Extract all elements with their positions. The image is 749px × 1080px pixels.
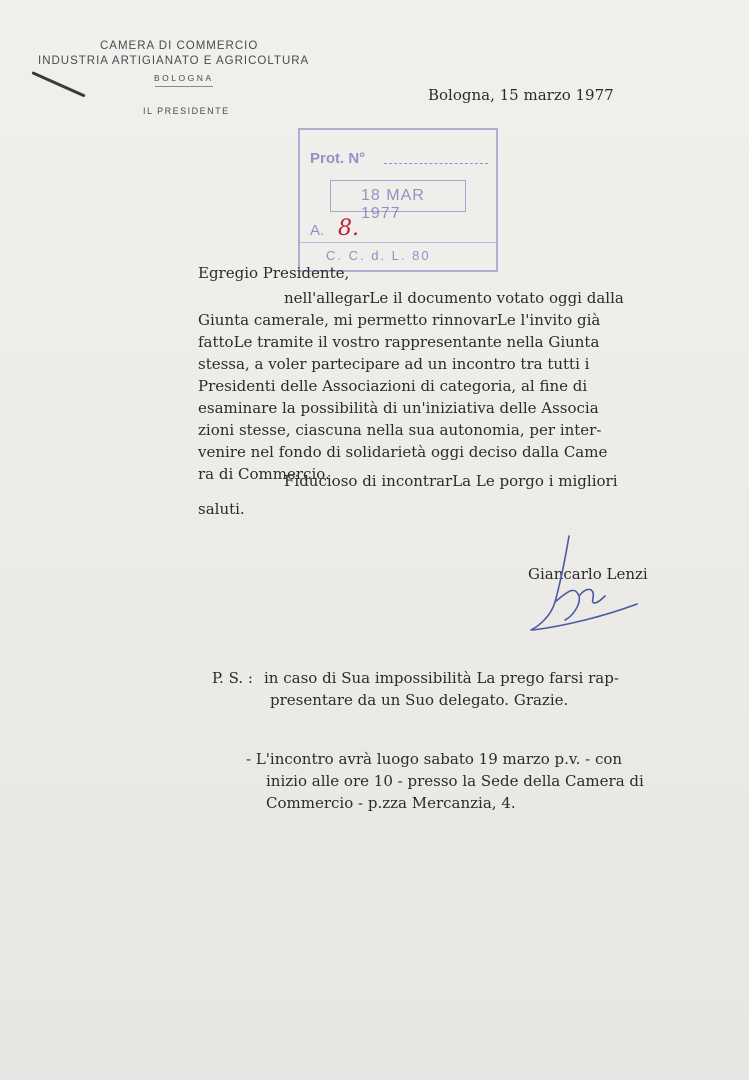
body-line: fattoLe tramite il vostro rappresentante nella Giunta	[198, 333, 600, 351]
note-line: inizio alle ore 10 - presso la Sede della Camera di	[266, 772, 644, 790]
stamp-prot-line	[384, 163, 488, 164]
signature-name: Giancarlo Lenzi	[528, 565, 648, 583]
body-line: esaminare la possibilità di un'iniziativa delle Associa	[198, 399, 599, 417]
letter-date: Bologna, 15 marzo 1977	[428, 86, 614, 104]
stamp-divider	[300, 242, 496, 243]
stamp-a-label: A.	[310, 222, 325, 239]
closing-line: saluti.	[198, 500, 245, 518]
stamp-prot-label: Prot. N°	[310, 150, 366, 167]
body-line: venire nel fondo di solidarietà oggi deciso dalla Came	[198, 443, 608, 461]
postscript	[212, 667, 619, 711]
letterhead	[0, 0, 400, 130]
protocol-stamp	[298, 128, 498, 272]
ps-label: P. S. :	[212, 669, 253, 687]
body-line: nell'allegarLe il documento votato oggi dalla	[284, 289, 624, 307]
stamp-handwritten-number: 8.	[338, 216, 359, 241]
letterhead-line-2: INDUSTRIA ARTIGIANATO E AGRICOLTURA	[38, 55, 310, 67]
note-line: Commercio - p.zza Mercanzia, 4.	[266, 794, 516, 812]
stamp-bottom-text: C. C. d. L. 80	[326, 248, 431, 263]
note-line: - L'incontro avrà luogo sabato 19 marzo p.v. - con	[246, 750, 623, 768]
body-paragraph	[198, 287, 698, 485]
body-line: Presidenti delle Associazioni di categoria, al fine di	[198, 377, 588, 395]
stamp-date-box	[330, 180, 466, 222]
letterhead-city: BOLOGNA	[154, 73, 214, 83]
letterhead-role: IL PRESIDENTE	[143, 106, 230, 116]
body-line: stessa, a voler partecipare ad un incontro tra tutti i	[198, 355, 590, 373]
letterhead-rule	[155, 86, 213, 87]
ps-line: presentare da un Suo delegato. Grazie.	[270, 691, 569, 709]
body-line: Giunta camerale, mi permetto rinnovarLe l'invito già	[198, 311, 601, 329]
closing	[198, 470, 618, 520]
handwritten-signature	[525, 530, 645, 640]
body-line: zioni stesse, ciascuna nella sua autonomia, per inter-	[198, 421, 602, 439]
letterhead-line-1: CAMERA DI COMMERCIO	[100, 40, 259, 52]
salutation: Egregio Presidente,	[198, 264, 350, 282]
ps-line: in caso di Sua impossibilità La prego farsi rap-	[264, 669, 619, 687]
meeting-note	[246, 748, 644, 814]
body-line: ra di Commercio.	[198, 465, 330, 483]
closing-line: Fiducioso di incontrarLa Le porgo i migliori	[284, 472, 618, 490]
stamp-date: 18 MAR 1977	[361, 187, 425, 222]
